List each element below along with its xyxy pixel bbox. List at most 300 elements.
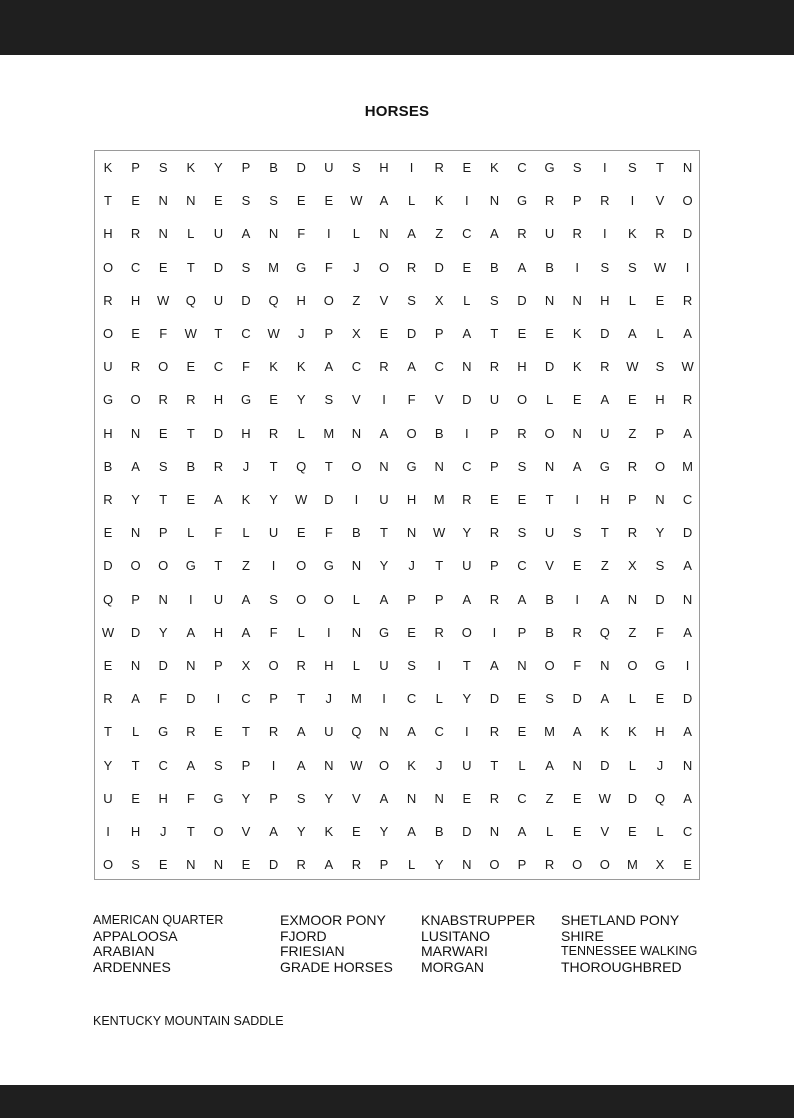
grid-letter: V: [352, 790, 361, 806]
grid-letter: N: [379, 724, 389, 740]
grid-letter: T: [656, 160, 664, 175]
grid-letter: A: [379, 591, 389, 607]
grid-letter: Y: [158, 624, 168, 640]
grid-letter: R: [130, 226, 141, 242]
grid-letter: E: [103, 525, 113, 541]
grid-letter: E: [572, 558, 582, 574]
grid-letter: N: [434, 790, 444, 806]
grid-letter: O: [130, 558, 141, 574]
grid-letter: R: [406, 259, 417, 275]
grid-row: [95, 224, 699, 244]
grid-letter: T: [600, 525, 609, 541]
grid-letter: S: [158, 160, 168, 175]
word-list-extra: KENTUCKY MOUNTAIN SADDLE: [93, 1014, 284, 1028]
grid-letter: O: [489, 857, 500, 873]
grid-letter: R: [103, 691, 113, 707]
grid-letter: G: [544, 160, 555, 175]
grid-letter: G: [158, 724, 169, 740]
grid-letter: G: [102, 392, 114, 408]
grid-letter: L: [352, 658, 360, 673]
grid-letter: E: [490, 492, 499, 507]
grid-letter: N: [655, 492, 665, 507]
grid-letter: E: [296, 525, 306, 541]
grid-letter: K: [434, 193, 444, 209]
grid-letter: D: [434, 259, 444, 275]
grid-letter: R: [600, 359, 610, 375]
grid-letter: S: [241, 259, 251, 275]
grid-letter: G: [240, 392, 252, 408]
grid-letter: J: [435, 757, 443, 773]
grid-letter: N: [324, 757, 334, 773]
grid-letter: P: [131, 591, 140, 607]
grid-letter: C: [241, 691, 251, 707]
grid-letter: O: [130, 392, 141, 408]
grid-letter: I: [326, 624, 331, 640]
grid-row: [95, 191, 699, 211]
grid-letter: P: [379, 857, 389, 873]
grid-letter: T: [490, 326, 499, 341]
grid-letter: D: [600, 326, 610, 341]
grid-letter: K: [269, 359, 278, 375]
grid-letter: I: [188, 591, 193, 607]
grid-letter: E: [655, 691, 665, 707]
grid-letter: O: [213, 824, 224, 839]
grid-letter: C: [406, 691, 417, 707]
grid-letter: R: [627, 458, 638, 474]
word-list-item: LUSITANO: [421, 927, 490, 944]
grid-letter: N: [158, 193, 168, 209]
grid-letter: Y: [434, 857, 444, 873]
grid-letter: D: [130, 624, 141, 640]
grid-letter: E: [324, 193, 334, 209]
grid-letter: A: [324, 359, 334, 375]
grid-letter: U: [103, 359, 113, 375]
grid-letter: N: [682, 591, 693, 607]
grid-letter: S: [158, 458, 168, 474]
grid-letter: I: [685, 259, 690, 275]
grid-letter: P: [434, 591, 444, 607]
grid-letter: O: [102, 259, 114, 275]
grid-letter: W: [295, 492, 308, 507]
grid-letter: F: [242, 359, 250, 375]
grid-letter: A: [545, 757, 554, 773]
grid-letter: E: [241, 857, 251, 873]
grid-letter: R: [351, 857, 362, 873]
grid-row: [95, 357, 699, 377]
grid-letter: R: [489, 359, 500, 375]
grid-row: [95, 722, 699, 742]
grid-letter: U: [600, 425, 610, 441]
grid-letter: G: [406, 458, 417, 474]
grid-letter: U: [268, 525, 279, 541]
grid-letter: I: [354, 492, 359, 507]
grid-letter: F: [324, 525, 333, 541]
grid-letter: N: [544, 292, 555, 308]
grid-letter: E: [269, 392, 278, 408]
grid-letter: T: [214, 558, 223, 574]
grid-letter: L: [242, 525, 250, 541]
grid-letter: L: [545, 392, 554, 408]
grid-letter: A: [462, 591, 472, 607]
word-list-item: ARDENNES: [93, 958, 171, 975]
grid-letter: D: [682, 525, 693, 541]
grid-letter: J: [242, 458, 250, 474]
grid-letter: I: [382, 691, 386, 707]
grid-letter: L: [352, 226, 360, 242]
grid-letter: R: [627, 525, 638, 541]
word-list-item: SHETLAND PONY: [561, 912, 680, 928]
grid-letter: S: [517, 525, 527, 541]
grid-letter: C: [517, 160, 527, 175]
grid-letter: S: [572, 525, 582, 541]
grid-letter: Y: [379, 558, 389, 574]
grid-letter: L: [187, 525, 195, 541]
grid-letter: B: [490, 259, 499, 275]
grid-letter: A: [131, 458, 140, 474]
grid-letter: W: [681, 359, 694, 375]
grid-letter: W: [157, 292, 170, 308]
grid-letter: P: [241, 160, 251, 175]
grid-letter: M: [323, 425, 335, 441]
grid-row: [95, 656, 699, 676]
grid-letter: E: [186, 492, 196, 507]
grid-letter: F: [297, 226, 306, 242]
grid-letter: S: [241, 193, 251, 209]
grid-letter: K: [572, 359, 582, 375]
grid-letter: A: [407, 724, 416, 740]
grid-letter: A: [600, 591, 610, 607]
grid-letter: U: [489, 392, 500, 408]
grid-letter: A: [683, 558, 692, 574]
word-list-item: EXMOOR PONY: [280, 912, 386, 928]
grid-letter: A: [683, 624, 692, 640]
grid-letter: B: [352, 525, 361, 541]
word-list-item: MARWARI: [421, 943, 488, 960]
grid-letter: A: [517, 591, 527, 607]
grid-letter: N: [351, 558, 362, 574]
grid-letter: P: [490, 458, 499, 474]
grid-letter: S: [296, 790, 306, 806]
word-list-item: THOROUGHBRED: [561, 958, 682, 975]
grid-letter: U: [324, 724, 334, 740]
grid-letter: L: [463, 292, 471, 308]
grid-letter: F: [656, 624, 664, 640]
grid-letter: P: [517, 624, 527, 640]
grid-letter: B: [434, 425, 444, 441]
grid-letter: C: [462, 226, 472, 242]
grid-letter: C: [517, 790, 527, 806]
grid-letter: O: [102, 326, 114, 341]
grid-letter: K: [186, 160, 196, 175]
grid-row: [95, 623, 699, 643]
word-list-column-3: [421, 913, 535, 975]
grid-letter: C: [213, 359, 224, 375]
grid-letter: N: [544, 458, 555, 474]
grid-letter: D: [462, 824, 472, 839]
grid-letter: D: [103, 558, 113, 574]
grid-letter: N: [406, 525, 417, 541]
grid-letter: N: [462, 857, 472, 873]
grid-letter: A: [214, 492, 223, 507]
grid-letter: G: [185, 558, 196, 574]
grid-letter: I: [106, 824, 110, 839]
grid-letter: D: [241, 292, 251, 308]
grid-letter: E: [683, 857, 692, 873]
grid-letter: U: [544, 226, 555, 242]
grid-letter: B: [186, 458, 196, 474]
grid-letter: T: [297, 691, 306, 707]
grid-letter: P: [407, 591, 416, 607]
grid-letter: N: [186, 658, 196, 673]
grid-letter: D: [682, 691, 693, 707]
grid-letter: P: [214, 658, 223, 673]
grid-letter: Y: [296, 392, 306, 408]
grid-letter: O: [158, 359, 169, 375]
grid-letter: X: [241, 658, 251, 673]
grid-letter: N: [572, 292, 582, 308]
grid-letter: H: [158, 790, 168, 806]
grid-letter: N: [268, 226, 279, 242]
grid-letter: E: [131, 193, 140, 209]
grid-letter: A: [379, 193, 389, 209]
grid-letter: T: [131, 757, 140, 773]
grid-letter: C: [158, 757, 168, 773]
grid-letter: V: [545, 558, 554, 574]
grid-letter: F: [159, 691, 168, 707]
grid-letter: Q: [102, 591, 114, 607]
grid-row: [95, 523, 699, 543]
grid-letter: R: [462, 492, 472, 507]
grid-letter: V: [352, 392, 361, 408]
grid-letter: E: [379, 326, 389, 341]
grid-letter: D: [627, 790, 638, 806]
grid-letter: P: [158, 525, 168, 541]
grid-letter: K: [296, 359, 306, 375]
grid-letter: F: [269, 624, 278, 640]
grid-letter: Y: [462, 525, 472, 541]
grid-letter: Z: [628, 624, 637, 640]
grid-letter: H: [655, 724, 665, 740]
word-list-column-1: [93, 913, 223, 975]
grid-letter: R: [544, 857, 555, 873]
grid-letter: O: [544, 425, 555, 441]
grid-letter: E: [545, 326, 554, 341]
grid-letter: N: [462, 359, 472, 375]
grid-letter: V: [600, 824, 610, 839]
grid-letter: S: [352, 160, 361, 175]
grid-letter: H: [406, 492, 417, 507]
grid-letter: G: [323, 558, 334, 574]
grid-letter: L: [131, 724, 140, 740]
grid-letter: S: [628, 160, 637, 175]
grid-letter: N: [130, 425, 141, 441]
grid-letter: D: [682, 226, 693, 242]
grid-letter: A: [683, 724, 692, 740]
grid-letter: K: [628, 226, 637, 242]
grid-letter: O: [516, 392, 528, 408]
grid-letter: E: [158, 857, 168, 873]
grid-letter: C: [462, 458, 472, 474]
grid-letter: J: [159, 824, 167, 839]
grid-letter: F: [407, 392, 416, 408]
grid-letter: Y: [655, 525, 665, 541]
grid-letter: Y: [241, 790, 251, 806]
grid-letter: R: [379, 359, 389, 375]
grid-row: [95, 556, 699, 576]
grid-letter: O: [102, 857, 114, 873]
grid-letter: K: [490, 160, 499, 175]
grid-letter: V: [241, 824, 251, 839]
grid-letter: T: [435, 558, 444, 574]
grid-letter: Q: [296, 458, 307, 474]
grid-letter: E: [352, 824, 361, 839]
grid-letter: Q: [599, 624, 610, 640]
grid-letter: Z: [628, 425, 637, 441]
grid-letter: E: [462, 259, 472, 275]
grid-letter: T: [242, 724, 250, 740]
grid-letter: U: [213, 591, 224, 607]
grid-letter: R: [268, 724, 279, 740]
word-list-item: MORGAN: [421, 958, 484, 975]
grid-letter: X: [655, 857, 665, 873]
grid-letter: P: [269, 790, 278, 806]
grid-letter: I: [575, 591, 579, 607]
grid-letter: S: [490, 292, 499, 308]
grid-letter: T: [545, 492, 554, 507]
grid-letter: A: [600, 392, 610, 408]
grid-letter: E: [517, 724, 527, 740]
grid-letter: F: [573, 658, 582, 673]
grid-letter: B: [103, 458, 113, 474]
grid-letter: D: [572, 691, 582, 707]
grid-letter: N: [186, 857, 196, 873]
grid-letter: T: [186, 259, 195, 275]
grid-letter: N: [572, 757, 582, 773]
grid-letter: C: [351, 359, 362, 375]
grid-letter: N: [351, 425, 362, 441]
grid-letter: M: [682, 458, 694, 474]
grid-letter: O: [682, 193, 693, 209]
grid-letter: Y: [103, 757, 113, 773]
grid-letter: A: [379, 790, 389, 806]
grid-row: [95, 789, 699, 809]
grid-letter: A: [296, 757, 306, 773]
grid-letter: M: [350, 691, 362, 707]
grid-letter: Y: [379, 824, 389, 839]
grid-letter: S: [600, 259, 610, 275]
grid-letter: H: [600, 292, 610, 308]
grid-letter: T: [324, 458, 333, 474]
grid-letter: C: [241, 326, 251, 341]
grid-letter: W: [350, 757, 363, 773]
grid-letter: H: [103, 226, 113, 242]
grid-letter: C: [130, 259, 141, 275]
grid-letter: A: [296, 724, 306, 740]
grid-letter: O: [158, 558, 169, 574]
word-list-item: SHIRE: [561, 927, 604, 944]
grid-letter: N: [158, 226, 168, 242]
grid-letter: E: [572, 790, 582, 806]
grid-letter: A: [572, 458, 582, 474]
grid-letter: A: [628, 326, 637, 341]
grid-letter: T: [380, 525, 388, 541]
grid-letter: I: [271, 558, 276, 574]
grid-letter: V: [434, 392, 444, 408]
grid-letter: H: [103, 425, 113, 441]
grid-letter: I: [409, 160, 414, 175]
grid-letter: E: [628, 824, 637, 839]
grid-letter: A: [683, 326, 692, 341]
grid-row: [95, 822, 699, 842]
grid-letter: U: [103, 790, 113, 806]
grid-letter: L: [656, 326, 664, 341]
grid-letter: F: [214, 525, 223, 541]
grid-letter: P: [655, 425, 665, 441]
grid-row: [95, 756, 699, 776]
grid-letter: H: [600, 492, 610, 507]
grid-row: [95, 324, 699, 344]
grid-letter: U: [462, 757, 472, 773]
grid-letter: A: [407, 226, 416, 242]
grid-letter: R: [517, 425, 527, 441]
grid-letter: A: [683, 425, 692, 441]
grid-letter: W: [598, 790, 611, 806]
grid-letter: U: [213, 292, 224, 308]
grid-letter: I: [216, 691, 221, 707]
grid-letter: R: [517, 226, 527, 242]
grid-letter: K: [241, 492, 251, 507]
grid-letter: D: [296, 160, 306, 175]
grid-letter: S: [545, 691, 554, 707]
grid-letter: U: [379, 658, 389, 673]
top-bar: [0, 0, 794, 55]
grid-letter: D: [600, 757, 610, 773]
grid-letter: A: [490, 226, 499, 242]
grid-letter: I: [602, 160, 607, 175]
grid-letter: O: [296, 591, 307, 607]
grid-letter: G: [516, 193, 528, 209]
grid-letter: Q: [351, 724, 362, 740]
grid-letter: D: [186, 691, 196, 707]
grid-letter: S: [269, 193, 278, 209]
grid-letter: R: [572, 624, 582, 640]
grid-letter: W: [653, 259, 667, 275]
grid-letter: G: [654, 658, 666, 673]
grid-letter: P: [269, 691, 278, 707]
grid-letter: G: [213, 790, 224, 806]
grid-letter: P: [490, 558, 499, 574]
grid-letter: A: [490, 658, 499, 673]
grid-letter: L: [628, 691, 636, 707]
grid-letter: R: [186, 392, 196, 408]
grid-letter: H: [517, 359, 527, 375]
grid-letter: R: [434, 624, 444, 640]
grid-letter: S: [517, 458, 527, 474]
grid-letter: P: [490, 425, 499, 441]
grid-letter: B: [545, 259, 554, 275]
grid-letter: E: [517, 691, 527, 707]
grid-letter: Q: [268, 292, 279, 308]
grid-letter: N: [406, 790, 417, 806]
grid-letter: O: [627, 658, 638, 673]
grid-letter: E: [131, 326, 140, 341]
grid-letter: P: [324, 326, 334, 341]
grid-letter: I: [464, 193, 469, 209]
grid-letter: A: [186, 624, 196, 640]
grid-letter: T: [214, 326, 223, 341]
grid-letter: F: [159, 326, 168, 341]
grid-letter: E: [572, 392, 582, 408]
